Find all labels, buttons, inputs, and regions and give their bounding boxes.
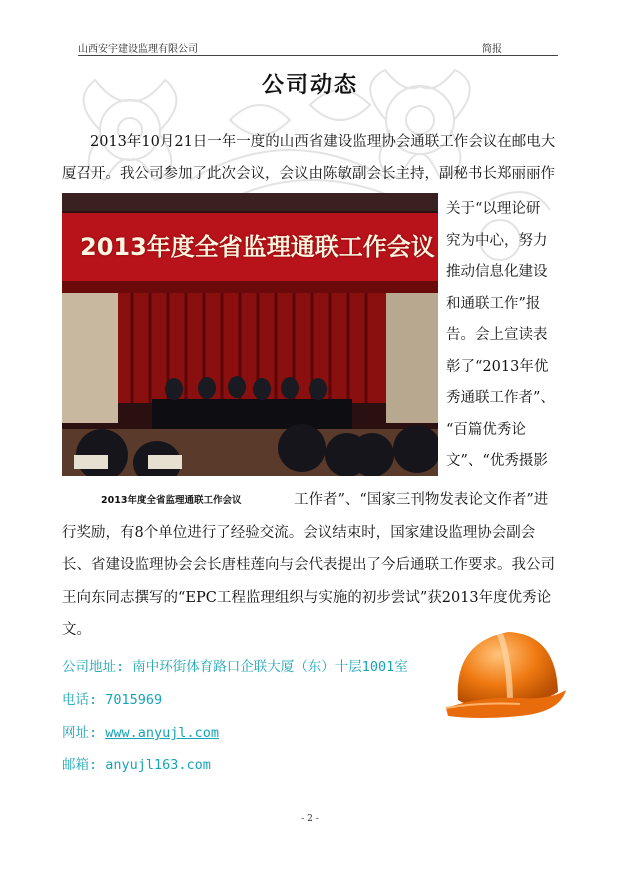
- wrap-line: “百篇优秀论: [446, 421, 526, 438]
- wrap-line: 关于“以理论研: [446, 201, 541, 217]
- wrap-line: 推动信息化建设: [446, 264, 548, 280]
- header-rule: [78, 55, 558, 56]
- contact-email: 邮箱: anyujl163.com: [62, 757, 211, 773]
- photo-banner-text: 2013年度全省监理通联工作会议: [80, 233, 435, 261]
- header-company: 山西安宇建设监理有限公司: [78, 44, 198, 55]
- contact-address: 公司地址: 南中环街体育路口企联大厦（东）十层1001室: [62, 659, 408, 675]
- article-intro: 2013年10月21日一年一度的山西省建设监理协会通联工作会议在邮电大厦召开。我公司参加了此次会议，会议由陈敏副会长主持，副秘书长郑丽丽作: [62, 134, 556, 182]
- wrap-line: 和通联工作”报: [446, 295, 541, 312]
- wrap-line: 彰了“2013年优: [446, 358, 549, 375]
- wrap-line: 告。会上宣读表: [446, 327, 548, 343]
- continuation-body: 行奖励，有8个单位进行了经验交流。会议结束时，国家建设监理协会副会长、省建设监理协会会长唐桂莲向与会代表提出了今后通联工作要求。我公司王向东同志撰写的“EPC工程监理组织与实施的初步尝试”获2013年度优秀论文。: [62, 524, 555, 638]
- wrap-line: 文”、“优秀摄影: [446, 453, 548, 469]
- page-number: - 2 -: [301, 814, 319, 824]
- contact-website: [62, 721, 219, 741]
- website-label: 网址:: [62, 725, 106, 741]
- website-link[interactable]: www.anyujl.com: [105, 725, 220, 741]
- curtain: [118, 293, 386, 403]
- page-title: 公司动态: [261, 72, 358, 98]
- wrapped-text-column: [446, 194, 558, 478]
- continuation-lead: 工作者”、“国家三刊物发表论文作者”进: [294, 492, 549, 508]
- page-header: [78, 40, 558, 56]
- wrap-line: 究为中心，努力: [446, 232, 548, 249]
- photo-caption: 2013年度全省监理通联工作会议: [101, 495, 242, 506]
- contact-phone: 电话: 7015969: [62, 692, 163, 708]
- meeting-photo: [62, 193, 438, 476]
- wrap-line: 秀通联工作者”、: [446, 390, 555, 406]
- header-doc-type: 简报: [482, 44, 502, 55]
- hard-hat-icon: [440, 612, 570, 742]
